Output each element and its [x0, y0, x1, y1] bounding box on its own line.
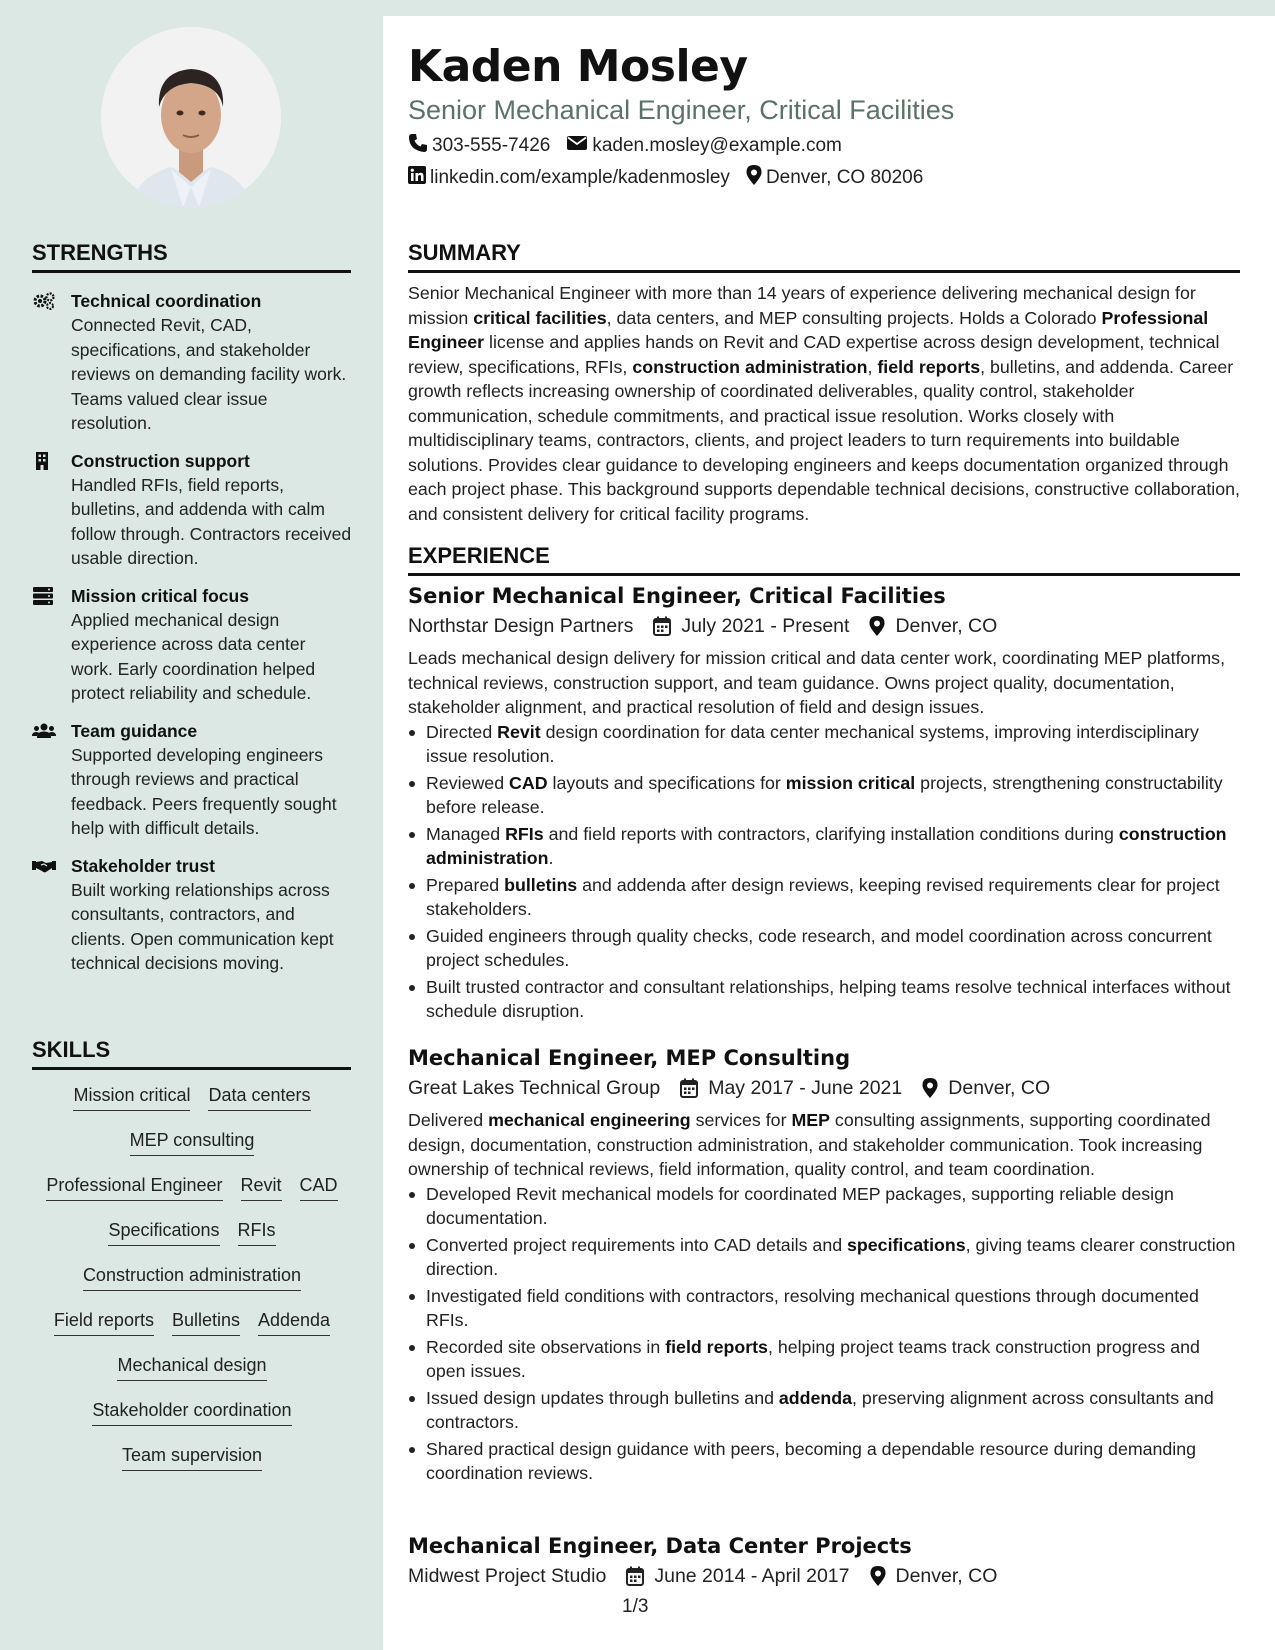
skill-row	[32, 1218, 352, 1263]
strength-item	[32, 449, 352, 571]
company-name: Great Lakes Technical Group	[408, 1077, 661, 1099]
summary-run: field reports	[877, 356, 981, 377]
page-number: 1/3	[622, 1596, 649, 1617]
bullet-item	[408, 1284, 1240, 1333]
job-description	[408, 646, 1240, 720]
summary-text	[408, 281, 1240, 526]
bullet-run: CAD	[509, 772, 548, 793]
location-contact	[746, 165, 923, 191]
company-name: Northstar Design Partners	[408, 615, 634, 637]
strength-item	[32, 584, 352, 706]
bullet-run: specifications	[847, 1234, 966, 1255]
job-desc-run: mechanical engineering	[488, 1110, 691, 1130]
bullet-run: Guided engineers through quality checks, code research, and model coordination across concurrent project schedules.	[426, 925, 1212, 970]
summary-run: critical facilities	[473, 307, 607, 328]
skill-tag: MEP consulting	[130, 1128, 255, 1156]
bullet-run: , giving teams clearer construction direction.	[426, 1234, 1236, 1279]
bullet-run: bulletins	[504, 874, 578, 895]
profile-photo	[101, 27, 281, 207]
linkedin-icon	[408, 166, 426, 190]
skill-tag: Bulletins	[172, 1308, 240, 1336]
bullet-run: mission critical	[785, 772, 916, 793]
phone-text: 303-555-7426	[432, 135, 551, 156]
bullet-run: .	[548, 848, 554, 868]
candidate-name: Kaden Mosley	[408, 41, 748, 92]
phone-icon	[408, 133, 428, 159]
bullet-run: RFIs	[505, 823, 544, 844]
job-desc-run: consulting assignments, supporting coordinated design, documentation, construction administration, and stakeholder communication. Took increasing ownership of technical reviews, field information, quality control, and team coordination.	[408, 1110, 1211, 1179]
strength-title: Construction support	[71, 450, 250, 471]
location-pin-icon	[869, 616, 885, 636]
bullet-run: Shared practical design guidance with peers, becoming a dependable resource during demanding coordination reviews.	[426, 1438, 1197, 1483]
skill-row	[32, 1173, 352, 1218]
company-name: Midwest Project Studio	[408, 1565, 607, 1587]
job-desc-run: MEP	[791, 1110, 830, 1130]
contact-row-2	[408, 165, 923, 191]
summary-run: ,	[867, 356, 878, 377]
linkedin-contact	[408, 166, 730, 190]
bullet-run: Directed	[426, 721, 498, 742]
summary-run: Professional Engineer	[408, 307, 1209, 352]
bullet-item	[408, 1182, 1240, 1231]
bullet-run: design coordination for data center mechanical systems, improving interdisciplinary issue resolution.	[426, 721, 1199, 766]
strength-title: Team guidance	[71, 720, 198, 741]
job-entry	[408, 581, 1240, 1026]
skill-row	[32, 1308, 352, 1353]
strengths-list	[32, 289, 352, 989]
server-icon	[32, 586, 56, 606]
bullet-item	[408, 924, 1240, 973]
strength-title: Stakeholder trust	[71, 855, 215, 876]
job-dates: May 2017 - June 2021	[708, 1077, 903, 1099]
skill-tag: CAD	[300, 1173, 338, 1201]
job-entry	[408, 1531, 1240, 1596]
location-text: Denver, CO 80206	[765, 167, 924, 188]
location-pin-icon	[746, 165, 762, 191]
job-meta	[408, 1073, 1240, 1103]
bullet-run: Recorded site observations in	[426, 1336, 666, 1357]
handshake-icon	[32, 856, 56, 876]
strength-desc: Connected Revit, CAD, specifications, and stakeholder reviews on demanding facility work. Teams valued clear issue resolution.	[71, 315, 347, 433]
bullet-item	[408, 720, 1240, 769]
bullet-run: , preserving alignment across consultants and contractors.	[426, 1387, 1214, 1432]
bullet-run: Developed Revit mechanical models for coordinated MEP packages, supporting reliable design documentation.	[426, 1183, 1174, 1228]
summary-run: , bulletins, and addenda. Career growth reflects increasing ownership of coordinated deliverables, quality control, stakeholder communication, schedule commitments, and practical issue resolution. Works closely with multidisciplinary teams, contractors, clients, and project leaders to turn requirements into buildable solutions. Provides clear guidance to developing engineers and keeps documentation organized through each project phase. This background supports dependable technical decisions, constructive collaboration, and consistent delivery for critical facility programs.	[408, 356, 1240, 524]
bullet-run: and field reports with contractors, clarifying installation conditions during	[543, 823, 1119, 844]
envelope-icon	[566, 134, 588, 158]
sidebar	[0, 0, 383, 1650]
job-location: Denver, CO	[948, 1077, 1051, 1099]
skill-row	[32, 1263, 352, 1308]
skill-tag: Professional Engineer	[46, 1173, 222, 1201]
bullet-item	[408, 771, 1240, 820]
users-icon	[32, 721, 56, 741]
calendar-icon	[680, 1078, 698, 1098]
location-pin-icon	[870, 1566, 886, 1586]
bullet-run: construction administration	[426, 823, 1227, 868]
bullet-item	[408, 975, 1240, 1024]
skill-tag: Addenda	[258, 1308, 330, 1336]
gears-icon	[32, 291, 56, 311]
job-desc-run: Leads mechanical design delivery for mission critical and data center work, coordinating MEP platforms, technical reviews, construction support, and team guidance. Owns project quality, documentation, stakeholder alignment, and practical resolution of field and design issues.	[408, 648, 1226, 717]
job-dates: June 2014 - April 2017	[654, 1565, 850, 1587]
bullet-item	[408, 1233, 1240, 1282]
job-bullets	[408, 720, 1240, 1024]
job-title: Mechanical Engineer, Data Center Projects	[408, 1534, 912, 1558]
skill-row	[32, 1128, 352, 1173]
email-text: kaden.mosley@example.com	[592, 135, 842, 156]
job-desc-run: Delivered	[408, 1110, 489, 1130]
bullet-run: Issued design updates through bulletins and	[426, 1387, 779, 1408]
summary-run: Senior Mechanical Engineer with more than 14 years of experience delivering mechanical design for mission	[408, 283, 1196, 328]
job-meta	[408, 611, 1240, 641]
strength-title: Technical coordination	[71, 291, 262, 311]
candidate-title: Senior Mechanical Engineer, Critical Facilities	[408, 95, 955, 125]
summary-run: , data centers, and MEP consulting projects. Holds a Colorado	[606, 307, 1102, 328]
phone-contact	[408, 133, 550, 159]
strength-title: Mission critical focus	[71, 585, 249, 606]
skills-list	[32, 1083, 352, 1488]
bullet-item	[408, 1386, 1240, 1435]
skill-tag: Data centers	[208, 1083, 310, 1111]
summary-run: construction administration	[632, 356, 868, 377]
skill-tag: Construction administration	[83, 1263, 301, 1291]
email-contact	[566, 134, 842, 158]
skill-row	[32, 1083, 352, 1128]
skill-row	[32, 1353, 352, 1398]
job-title: Mechanical Engineer, MEP Consulting	[408, 1046, 851, 1070]
experience-heading: EXPERIENCE	[408, 543, 1240, 576]
job-meta	[408, 1561, 1240, 1591]
bullet-item	[408, 873, 1240, 922]
job-desc-run: services for	[690, 1110, 792, 1130]
bullet-run: Converted project requirements into CAD details and	[426, 1234, 848, 1255]
bullet-run: field reports	[665, 1336, 768, 1357]
summary-heading: SUMMARY	[408, 240, 1240, 273]
bullet-run: Revit	[497, 721, 541, 742]
job-description	[408, 1108, 1240, 1182]
bullet-run: addenda	[778, 1387, 853, 1408]
linkedin-text: linkedin.com/example/kadenmosley	[430, 167, 730, 188]
strengths-heading: STRENGTHS	[32, 240, 351, 273]
building-icon	[32, 451, 56, 471]
bullet-item	[408, 1335, 1240, 1384]
bullet-run: and addenda after design reviews, keeping revised requirements clear for project stakeholders.	[426, 874, 1220, 919]
strength-item	[32, 289, 352, 436]
bullet-run: projects, strengthening constructability before release.	[426, 772, 1223, 817]
calendar-icon	[653, 616, 671, 636]
job-title: Senior Mechanical Engineer, Critical Facilities	[408, 584, 946, 608]
skill-tag: RFIs	[238, 1218, 276, 1246]
bullet-item	[408, 1437, 1240, 1486]
skill-tag: Revit	[241, 1173, 282, 1201]
bullet-run: Managed	[426, 823, 506, 844]
strength-desc: Handled RFIs, field reports, bulletins, and addenda with calm follow through. Contractors received usable direction.	[71, 474, 352, 568]
bullet-item	[408, 822, 1240, 871]
job-entry	[408, 1043, 1240, 1488]
job-location: Denver, CO	[895, 615, 998, 637]
bullet-run: Prepared	[426, 874, 505, 895]
skill-tag: Stakeholder coordination	[92, 1398, 291, 1426]
skill-tag: Specifications	[108, 1218, 219, 1246]
bullet-run: layouts and specifications for	[547, 772, 786, 793]
job-dates: July 2021 - Present	[681, 615, 850, 637]
skills-heading: SKILLS	[32, 1037, 351, 1070]
strength-desc: Built working relationships across consultants, contractors, and clients. Open communication kept technical decisions moving.	[71, 879, 334, 973]
calendar-icon	[626, 1566, 644, 1586]
strength-item	[32, 854, 352, 976]
job-location: Denver, CO	[895, 1565, 998, 1587]
skill-row	[32, 1443, 352, 1488]
contact-row	[408, 133, 842, 159]
location-pin-icon	[922, 1078, 938, 1098]
bullet-run: Built trusted contractor and consultant relationships, helping teams resolve technical interfaces without schedule disruption.	[426, 976, 1231, 1021]
skill-row	[32, 1398, 352, 1443]
skill-tag: Mission critical	[73, 1083, 190, 1111]
bullet-run: , helping project teams track construction progress and open issues.	[426, 1336, 1200, 1381]
summary-run: license and applies hands on Revit and CAD expertise across design development, technical review, specifications, RFIs,	[408, 332, 1220, 377]
skill-tag: Mechanical design	[117, 1353, 266, 1381]
skill-tag: Field reports	[54, 1308, 154, 1336]
job-bullets	[408, 1182, 1240, 1486]
strength-desc: Applied mechanical design experience across data center work. Early coordination helped protect reliability and schedule.	[71, 609, 316, 703]
strength-item	[32, 719, 352, 841]
bullet-run: Investigated field conditions with contractors, resolving mechanical questions through documented RFIs.	[426, 1285, 1199, 1330]
bullet-run: Reviewed	[426, 772, 510, 793]
skill-tag: Team supervision	[122, 1443, 262, 1471]
strength-desc: Supported developing engineers through reviews and practical feedback. Peers frequently sought help with difficult details.	[71, 744, 337, 838]
